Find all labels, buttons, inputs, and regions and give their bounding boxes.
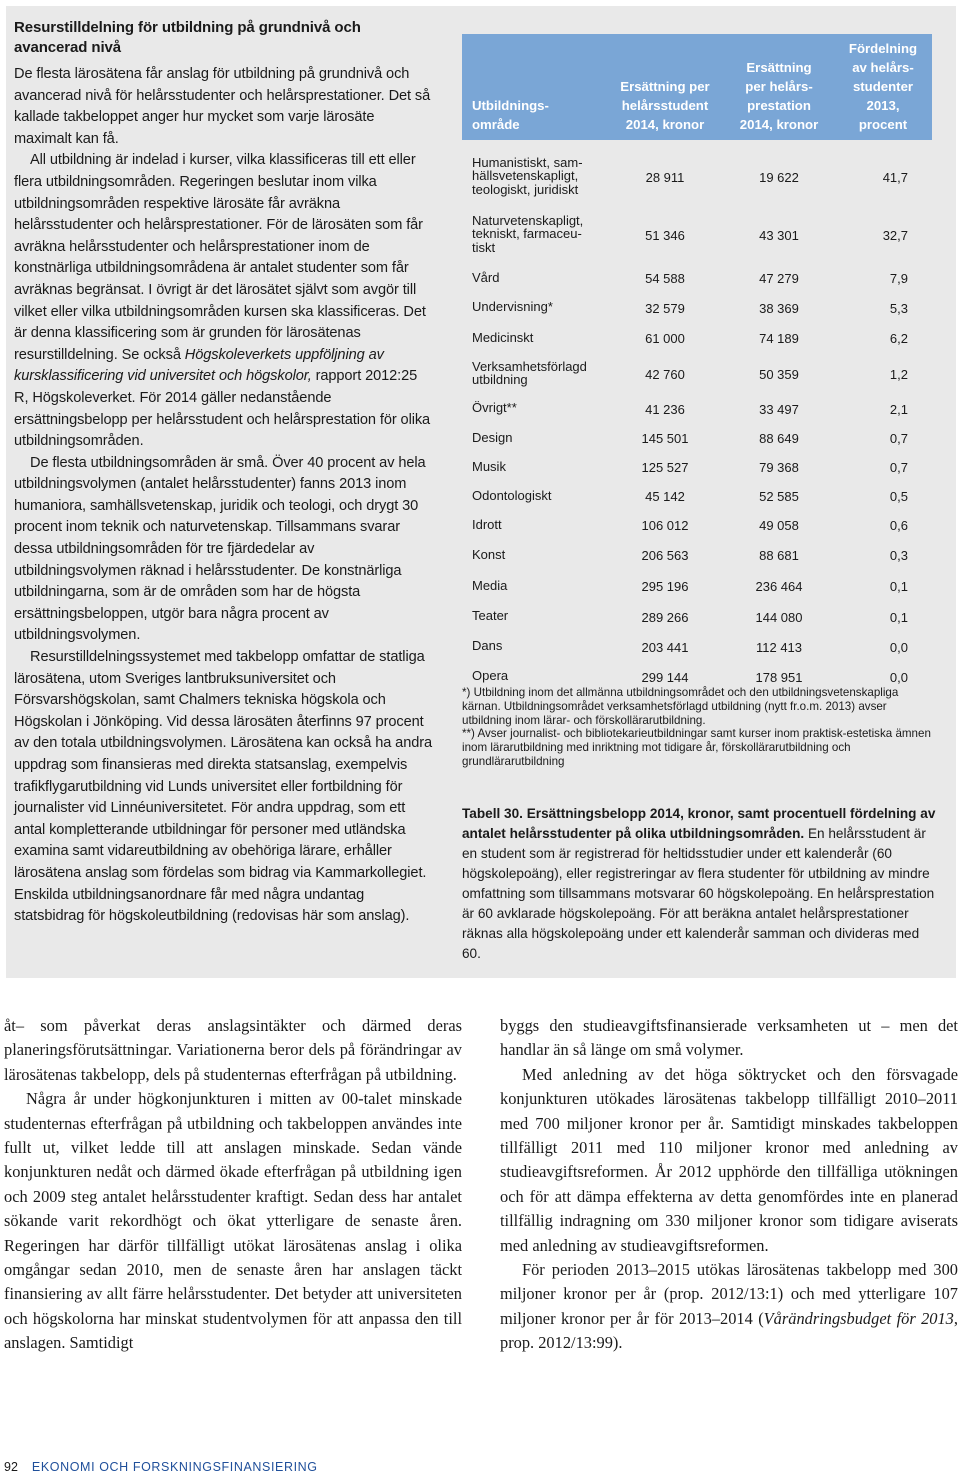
body-paragraph-text: , prop. 2012/13:99).: [500, 1308, 958, 1353]
table-row: [462, 354, 932, 394]
row-per-student: 125 527: [641, 460, 689, 475]
body-paragraph: Några år under högkonjunkturen i mitten av 00-talet minskade studenternas efterfrågan på utbildning och takbeloppen användes inte fullt ut, vilket ledde till att anslagen minskade. Sedan vände konjunkturen nedåt och därmed ökade efterfrågan på utbildning igen och 2009 steg antalet helårsstudenter kraftigt. Sedan dess har antalet sökande varit rekordhögt och ökat ytterligare de senaste åren. Regeringen har därför tillfälligt utökat lärosätenas anslag i olika omgångar sedan 2010, men de senaste åren har anslagen täckt finansiering av allt färre helårsstudenter. Det betyder att universiteten och högskolorna har minskat studentvolymen för att anpassa den till anslagen. Samtidigt: [4, 1089, 462, 1353]
row-per-student: 289 266: [641, 609, 689, 625]
row-share: 0,6: [889, 518, 908, 533]
row-share: 0,1: [889, 579, 908, 594]
row-share: 0,7: [889, 431, 908, 446]
row-per-prestation: 144 080: [755, 609, 803, 625]
body-paragraph: [500, 1258, 958, 1356]
table-row: [462, 394, 932, 424]
row-share: 0,7: [889, 460, 908, 475]
table-row: [462, 602, 932, 632]
row-per-student: 145 501: [641, 431, 689, 446]
sidebar-paragraph: De flesta lärosätena får anslag för utbildning på grundnivå och avancerad nivå för helårsstudenter och helårsprestationer. Det så kallade takbeloppet anger hur mycket som varje lärosäte maximalt kan få.: [14, 66, 431, 147]
row-per-student: 206 563: [641, 548, 689, 563]
table-row: [462, 511, 932, 540]
row-area: Vård: [472, 269, 500, 285]
row-area: Teater: [472, 608, 509, 624]
row-per-student: 203 441: [641, 639, 689, 655]
row-area: Humanistiskt, sam- hällsvetenskapligt, teologiskt, juridiskt: [472, 154, 583, 197]
table-caption: [462, 804, 938, 964]
row-per-student: 28 911: [645, 169, 685, 185]
row-area: Verksamhetsförlagd utbildning: [472, 358, 587, 387]
table-note: *) Utbildning inom det allmänna utbildningsområdet och den utbildningsvetenskapliga kärnan. Utbildningsområdet verksamhetsförlagd utbildning (nytt fr.o.m. 2013) avser utbildning inom lärar- och förskollärarutbildning.: [462, 686, 899, 727]
row-per-prestation: 88 649: [759, 431, 799, 446]
table-row: [462, 571, 932, 602]
body-paragraph: åt– som påverkat deras anslagsintäkter och därmed deras planeringsförutsättningar. Variationerna beror dels på förändringar av lärosätenas takbelopp, dels på studenternas efterfrågan på utbildning.: [4, 1016, 462, 1084]
row-per-student: 54 588: [645, 271, 685, 286]
body-column-left: [4, 1014, 462, 1356]
row-per-prestation: 47 279: [759, 271, 799, 286]
row-per-prestation: 236 464: [755, 579, 803, 594]
row-area: Opera: [472, 668, 509, 684]
header-per-prestation: Ersättning per helårs- prestation 2014, kronor: [739, 60, 819, 132]
row-per-student: 42 760: [645, 366, 685, 382]
row-area: Musik: [472, 458, 506, 474]
row-per-prestation: 88 681: [759, 548, 799, 563]
table-row: [462, 206, 932, 264]
row-share: 0,3: [889, 548, 908, 563]
row-share: 7,9: [889, 271, 908, 286]
header-share: Fördelning av helårs- studenter 2013, procent: [848, 41, 918, 132]
row-area: Media: [472, 577, 508, 593]
sidebar-paragraph: [14, 150, 434, 452]
row-share: 2,1: [889, 401, 908, 417]
header-per-student: Ersättning per helårsstudent 2014, kronor: [620, 79, 710, 132]
table-row: [462, 482, 932, 511]
row-share: 0,1: [889, 609, 908, 625]
body-paragraph: byggs den studieavgiftsfinansierade verksamheten ut – men det handlar än så länge om små volymer.: [500, 1016, 958, 1060]
table-body: [462, 148, 932, 692]
row-per-prestation: 74 189: [759, 331, 799, 346]
row-per-student: 51 346: [645, 227, 685, 243]
row-area: Övrigt**: [472, 400, 517, 416]
row-area: Naturvetenskapligt, tekniskt, farmaceu- tiskt: [472, 212, 584, 255]
table-row: [462, 540, 932, 571]
sidebar-heading: Resurstilldelning för utbildning på grundnivå och avancerad nivå: [14, 19, 361, 56]
row-per-prestation: 38 369: [759, 300, 799, 316]
caption-title: Tabell 30. Ersättningsbelopp 2014, kronor, samt procentuell fördelning av antalet helårsstudenter på olika utbildningsområden.: [462, 806, 936, 841]
compensation-table: [462, 34, 932, 692]
row-per-student: 106 012: [641, 518, 689, 533]
row-share: 0,0: [889, 669, 908, 685]
row-per-prestation: 19 622: [759, 169, 799, 185]
budget-reference: Vårändringsbudget för 2013: [763, 1308, 954, 1328]
body-paragraph-text: För perioden 2013–2015 utökas lärosätenas takbelopp med 300 miljoner kronor per år (prop. 2012/13:1) och med ytterligare 107 miljoner kronor per år för 2013–2014 (: [500, 1260, 958, 1328]
row-per-prestation: 112 413: [755, 639, 803, 655]
table-row: [462, 264, 932, 293]
row-per-prestation: 43 301: [759, 227, 799, 243]
sidebar-paragraph-text: All utbildning är indelad i kurser, vilka klassificeras till ett eller flera utbildningsområden. Regeringen beslutar inom vilka utbildningsområden respektive lärosäte får avräkna helårsstudenter och helårsprestationer. För de lärosäten som får avräkna helårsstudenter och helårsprestationer inom de konstnärliga utbildningsområdena är antalet studenter som får avräknas begränsat. I övrigt är det lärosätet självt som avgör till vilket eller vilka utbildningsområden kursen ska klassificeras. Det är denna klassificering som är grunden för lärosätenas resurstilldelning. Se också: [14, 152, 426, 363]
caption-text: En helårsstudent är en student som är registrerad för heltidsstudier under ett kalenderår (60 högskolepoäng), eller registreringar av flera studenter för utbildning av mindre omfattning som tillsammans motsvarar 60 högskolepoäng. En helårsprestation är 60 avklarade högskolepoäng. För att beräkna antalet helårsprestationer räknas alla högskolepoäng under ett kalenderår samman och divideras med 60.: [462, 826, 935, 961]
table-notes: [462, 686, 932, 769]
row-area: Konst: [472, 546, 506, 562]
sidebar-text: [14, 18, 434, 928]
table-row: [462, 453, 932, 482]
body-column-right: [500, 1014, 958, 1356]
table-row: [462, 632, 932, 662]
table-note: **) Avser journalist- och bibliotekarieutbildningar samt kurser inom praktisk-estetiska ämnen inom lärarutbildning med inriktning mot tidigare år, förskollärarutbildning och grundlärarutbildning: [462, 727, 931, 768]
table-row: [462, 323, 932, 354]
row-per-student: 299 144: [641, 669, 689, 685]
row-area: Idrott: [472, 516, 502, 532]
row-per-prestation: 52 585: [759, 489, 799, 504]
table-row: [462, 293, 932, 323]
sidebar-paragraph-text: rapport 2012:25 R, Högskoleverket. För 2014 gäller nedanstående ersättningsbelopp per helårsstudent och helårsprestation för olika utbildningsområden.: [14, 368, 431, 450]
table-row: [462, 148, 932, 206]
table-header: [462, 34, 932, 140]
row-share: 6,2: [889, 331, 908, 346]
row-share: 41,7: [882, 169, 908, 185]
body-paragraph: Med anledning av det höga söktrycket och den försvagade konjunkturen utökades lärosätenas takbelopp tillfälligt 2010–2011 med 700 miljoner kronor per år. Samtidigt minskades takbeloppen tillfälligt 2011 med 110 miljoner kronor med anledning av studieavgiftsreformen. År 2012 upphörde den tillfälliga utökningen och för att dämpa effekterna av detta genomfördes inte en planerad tillfällig indragning om 330 miljoner kronor som tidigare aviserats med anledning av studieavgiftsreformen.: [500, 1064, 958, 1255]
row-per-student: 61 000: [645, 331, 685, 346]
header-area: Utbildnings- område: [472, 98, 549, 132]
row-area: Undervisning*: [472, 299, 553, 315]
row-share: 0,5: [889, 489, 908, 504]
row-per-student: 45 142: [645, 489, 685, 504]
row-per-student: 295 196: [641, 579, 689, 594]
row-per-student: 32 579: [645, 300, 685, 316]
row-share: 5,3: [889, 300, 908, 316]
row-per-prestation: 178 951: [755, 669, 803, 685]
row-area: Dans: [472, 638, 503, 654]
row-share: 1,2: [889, 366, 908, 382]
page-footer: [4, 1460, 318, 1474]
row-per-student: 41 236: [645, 401, 685, 417]
sidebar-paragraph: De flesta utbildningsområden är små. Över 40 procent av hela utbildningsvolymen (antalet helårsstudenter) fanns 2013 inom humaniora, samhällsvetenskap, juridik och teologi, och drygt 30 procent inom teknik och naturvetenskap. Tillsammans svarar dessa utbildningsområden för tre fjärdedelar av utbildningsvolymen räknad i helårsstudenter. De konstnärliga utbildningarna, som är de områden som har de högsta ersättningsbeloppen, utgör bara några procent av utbildningsvolymen.: [14, 454, 426, 644]
row-share: 32,7: [882, 227, 908, 243]
page-number: 92: [4, 1460, 18, 1474]
row-per-prestation: 50 359: [759, 366, 799, 382]
row-area: Medicinskt: [472, 329, 534, 345]
row-per-prestation: 49 058: [759, 518, 799, 533]
table-row: [462, 424, 932, 453]
row-area: Design: [472, 429, 513, 445]
row-per-prestation: 79 368: [759, 460, 799, 475]
section-title: EKONOMI OCH FORSKNINGSFINANSIERING: [31, 1460, 318, 1474]
sidebar-paragraph: Resurstilldelningssystemet med takbelopp omfattar de statliga lärosätena, utom Sveriges lantbruksuniversitet och Försvarshögskolan, samt Chalmers tekniska högskola och Högskolan i Jönköping. Vid dessa lärosäten återfinns 97 procent av den totala utbildningsvolymen. Lärosätena kan också ha andra uppdrag som finansieras med direkta statsanslag, exempelvis trafikflygarutbildning vid Lunds universitet eller fortbildning för journalister vid Linnéuniversitetet. För andra uppdrag, som ett antal kompletterande utbildningar för personer med utländska examina samt vidareutbildning av obehöriga lärare, erhåller lärosätena anslag som fördelas som bidrag via Kammarkollegiet. Enskilda utbildningsanordnare får med några undantag statsbidrag för högskoleutbildning (redovisas här som anslag).: [14, 649, 433, 925]
report-reference: Högskoleverkets uppföljning av kursklassificering vid universitet och högskolor,: [14, 346, 384, 385]
row-share: 0,0: [889, 639, 908, 655]
row-per-prestation: 33 497: [759, 401, 799, 417]
row-area: Odontologiskt: [472, 487, 552, 503]
